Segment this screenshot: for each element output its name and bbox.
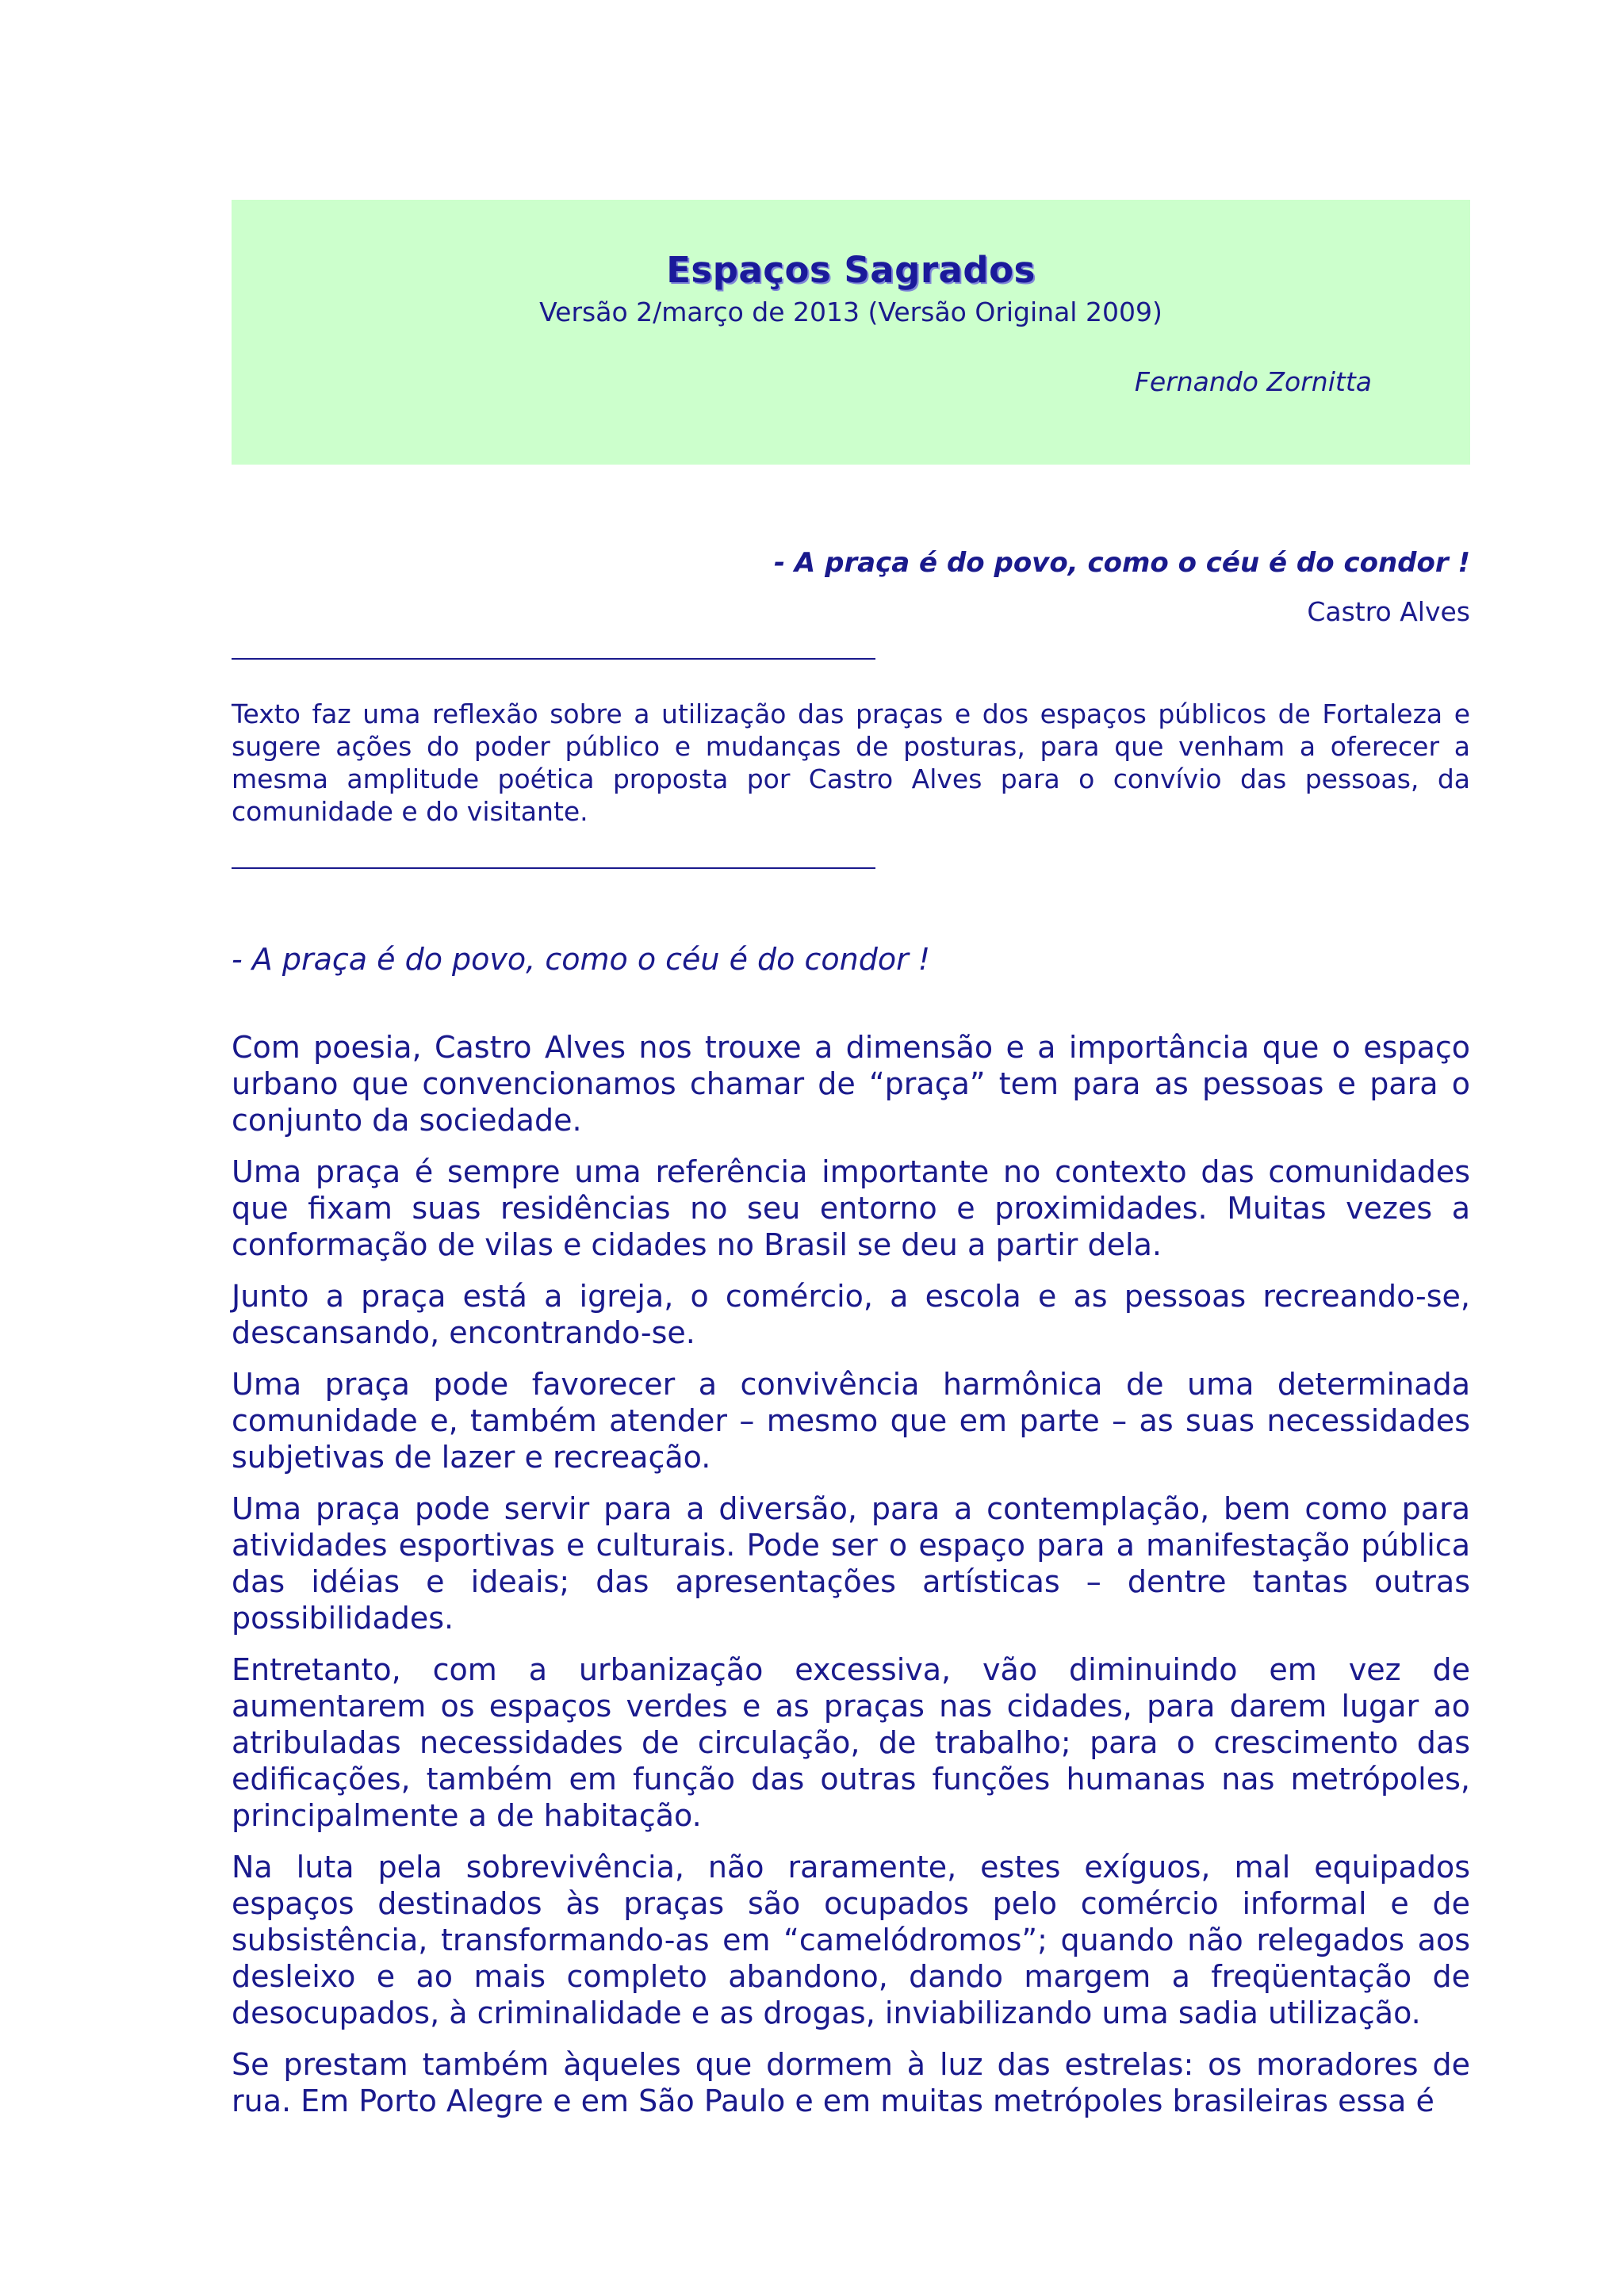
- paragraph: Uma praça é sempre uma referência importante no contexto das comunidades que fixam suas residências no seu entorno e proximidades. Muitas vezes a conformação de vilas e cidades no Brasil se deu a partir dela.: [232, 1154, 1470, 1262]
- title-block: [232, 200, 1470, 465]
- paragraph: Junto a praça está a igreja, o comércio, a escola e as pessoas recreando-se, descansando, encontrando-se.: [232, 1279, 1470, 1350]
- epigraph-quote: - A praça é do povo, como o céu é do condor !: [773, 547, 1470, 579]
- divider-line: [232, 867, 875, 869]
- document-title: Espaços Sagrados: [666, 249, 1036, 291]
- paragraph: Com poesia, Castro Alves nos trouxe a dimensão e a importância que o espaço urbano que convencionamos chamar de “praça” tem para as pessoas e para o conjunto da sociedade.: [232, 1030, 1470, 1138]
- paragraph: Na luta pela sobrevivência, não raramente, estes exíguos, mal equipados espaços destinados às praças são ocupados pelo comércio informal e de subsistência, transformando-as em “camelódromos”; quando não relegados aos desleixo e ao mais completo abandono, dando margem a freqüentação de desocupados, à criminalidade e as drogas, inviabilizando uma sadia utilização.: [232, 1850, 1470, 2030]
- document-author: Fernando Zornitta: [1134, 366, 1372, 397]
- body-text: [232, 1029, 1470, 2134]
- divider-line: [232, 658, 875, 660]
- paragraph: Uma praça pode servir para a diversão, para a contemplação, bem como para atividades esportivas e culturais. Pode ser o espaço para a manifestação pública das idéias e ideais; das apresentações artísticas – dentre tantas outras possibilidades.: [232, 1491, 1470, 1636]
- paragraph: Uma praça pode favorecer a convivência harmônica de uma determinada comunidade e, também atender – mesmo que em parte – as suas necessidades subjetivas de lazer e recreação.: [232, 1367, 1470, 1475]
- epigraph-author: Castro Alves: [1307, 596, 1470, 627]
- section-quote: - A praça é do povo, como o céu é do condor !: [232, 942, 931, 977]
- document-version: Versão 2/março de 2013 (Versão Original 2009): [539, 297, 1162, 327]
- paragraph: Se prestam também àqueles que dormem à luz das estrelas: os moradores de rua. Em Porto Alegre e em São Paulo e em muitas metrópoles brasileiras essa é: [232, 2047, 1470, 2118]
- paragraph: Entretanto, com a urbanização excessiva, vão diminuindo em vez de aumentarem os espaços verdes e as praças nas cidades, para darem lugar ao atribuladas necessidades de circulação, de trabalho; para o crescimento das edificações, também em função das outras funções humanas nas metrópoles, principalmente a de habitação.: [232, 1652, 1470, 1833]
- abstract-text: Texto faz uma reflexão sobre a utilização das praças e dos espaços públicos de Fortaleza e sugere ações do poder público e mudanças de posturas, para que venham a oferecer a mesma amplitude poética proposta por Castro Alves para o convívio das pessoas, da comunidade e do visitante.: [232, 698, 1470, 827]
